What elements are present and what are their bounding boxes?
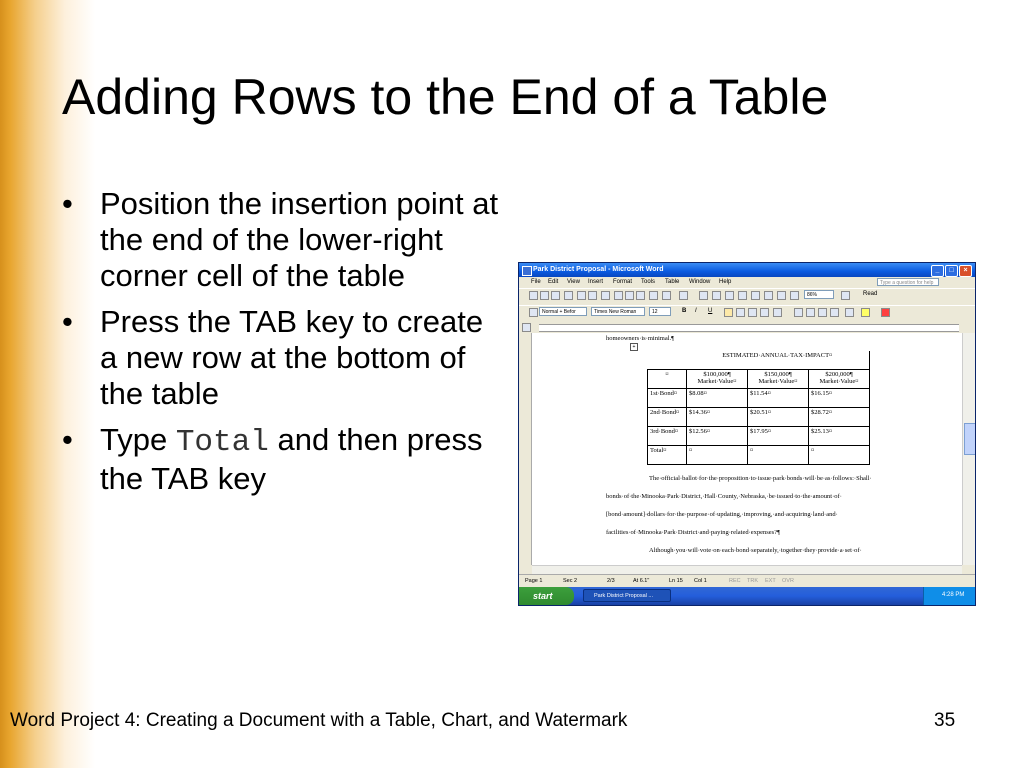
insert-excel-icon[interactable] — [738, 291, 747, 300]
read-button[interactable]: Read — [863, 291, 878, 297]
columns-icon[interactable] — [751, 291, 760, 300]
maximize-button[interactable]: □ — [945, 265, 958, 277]
document-table[interactable] — [647, 351, 870, 465]
help-icon[interactable] — [841, 291, 850, 300]
zoom-select[interactable]: 86% — [804, 290, 834, 299]
table-cell[interactable]: ¤ — [748, 446, 809, 465]
italic-button[interactable]: I — [695, 308, 697, 314]
print-icon[interactable] — [577, 291, 586, 300]
insert-table-icon[interactable] — [725, 291, 734, 300]
save-icon[interactable] — [551, 291, 560, 300]
open-icon[interactable] — [540, 291, 549, 300]
slide-footer: Word Project 4: Creating a Document with a Table, Chart, and Watermark — [10, 710, 628, 731]
tables-borders-icon[interactable] — [712, 291, 721, 300]
undo-icon[interactable] — [662, 291, 671, 300]
table-cell[interactable]: $17.95¤ — [748, 427, 809, 446]
scroll-thumb[interactable] — [964, 423, 976, 455]
permission-icon[interactable] — [564, 291, 573, 300]
table-cell[interactable]: 2nd·Bond¤ — [648, 408, 687, 427]
word-icon — [522, 266, 532, 276]
table-cell[interactable]: $11.54¤ — [748, 389, 809, 408]
table-cell[interactable]: $8.08¤ — [687, 389, 748, 408]
table-row — [648, 427, 870, 446]
table-cell[interactable]: 1st·Bond¤ — [648, 389, 687, 408]
status-column: Col 1 — [694, 578, 707, 584]
table-move-handle-icon[interactable]: + — [630, 343, 638, 351]
table-row — [648, 370, 870, 389]
status-at: At 6.1" — [633, 578, 650, 584]
menu-edit[interactable]: Edit — [548, 279, 559, 285]
line-spacing-icon[interactable] — [773, 308, 782, 317]
redo-icon[interactable] — [679, 291, 688, 300]
menu-format[interactable]: Format — [613, 279, 633, 285]
status-section: Sec 2 — [563, 578, 578, 584]
highlight-icon[interactable] — [861, 308, 870, 317]
taskbar-item[interactable]: Park District Proposal ... — [583, 589, 671, 602]
bullet-text: Press the TAB key to create a new row at the bottom of the table — [100, 304, 484, 411]
menu-file[interactable]: File — [531, 279, 541, 285]
menu-tools[interactable]: Tools — [641, 279, 656, 285]
help-search-input[interactable]: Type a question for help — [877, 278, 939, 286]
table-cell[interactable]: $150,000¶ Market·Value¤ — [748, 370, 809, 389]
table-cell[interactable]: 3rd·Bond¤ — [648, 427, 687, 446]
numbering-icon[interactable] — [794, 308, 803, 317]
table-row — [648, 389, 870, 408]
standard-toolbar — [519, 288, 975, 301]
window-titlebar — [519, 263, 975, 277]
window-title: Park District Proposal - Microsoft Word — [533, 266, 664, 273]
bullets-icon[interactable] — [806, 308, 815, 317]
doc-line: [bond·amount]·dollars·for·the·purpose·of·updating,·improving,·and·acquiring·land·and· — [606, 511, 838, 518]
horizontal-ruler[interactable] — [519, 321, 975, 333]
formatting-toolbar — [519, 305, 975, 318]
table-cell[interactable]: ¤ — [687, 446, 748, 465]
code-text: Total — [175, 425, 269, 460]
paste-icon[interactable] — [636, 291, 645, 300]
table-cell[interactable]: $100,000¶ Market·Value¤ — [687, 370, 748, 389]
hyperlink-icon[interactable] — [699, 291, 708, 300]
table-cell[interactable]: $28.72¤ — [809, 408, 870, 427]
status-page-count: 2/3 — [607, 578, 615, 584]
document-map-icon[interactable] — [777, 291, 786, 300]
new-icon[interactable] — [529, 291, 538, 300]
bullet-text-post: and then press the TAB key — [100, 422, 483, 496]
table-cell[interactable]: Total¤ — [648, 446, 687, 465]
table-title-cell[interactable]: ESTIMATED·ANNUAL·TAX·IMPACT¤ — [648, 351, 870, 370]
menu-view[interactable]: View — [567, 279, 580, 285]
start-button[interactable]: start — [519, 587, 574, 605]
increase-indent-icon[interactable] — [830, 308, 839, 317]
menu-window[interactable]: Window — [689, 279, 711, 285]
border-icon[interactable] — [845, 308, 854, 317]
font-size-select[interactable]: 12 — [649, 307, 671, 316]
doc-line: facilities·of·Minooka·Park·District·and·paying·related·expenses?¶ — [606, 529, 781, 536]
bullet-list — [62, 186, 502, 507]
spelling-icon[interactable] — [601, 291, 610, 300]
ruler-scale — [539, 324, 959, 332]
bullet-item — [62, 422, 502, 497]
status-bar — [519, 574, 975, 587]
minimize-button[interactable]: _ — [931, 265, 944, 277]
copy-icon[interactable] — [625, 291, 634, 300]
system-tray — [923, 587, 976, 605]
table-cell[interactable]: ¤ — [648, 370, 687, 389]
table-row — [648, 408, 870, 427]
status-rec[interactable]: REC — [729, 578, 741, 584]
table-cell[interactable]: $16.15¤ — [809, 389, 870, 408]
print-preview-icon[interactable] — [588, 291, 597, 300]
doc-line: bonds·of·the·Minooka·Park·District,·Hall·County,·Nebraska,·be·issued·to·the·amount·of· — [606, 493, 842, 500]
styles-icon[interactable] — [529, 308, 538, 317]
table-row — [648, 351, 870, 370]
font-select[interactable]: Times New Roman — [591, 307, 645, 316]
bold-button[interactable]: B — [682, 308, 687, 314]
status-page: Page 1 — [525, 578, 543, 584]
style-select[interactable]: Normal + Befor — [539, 307, 587, 316]
tab-selector-icon[interactable] — [522, 323, 531, 332]
bullet-text-pre: Type — [100, 422, 176, 457]
doc-line: Although·you·will·vote·on·each·bond·separately,·together·they·provide·a·set·of· — [649, 547, 862, 554]
bullet-text: Position the insertion point at the end of the lower-right corner cell of the table — [100, 186, 499, 293]
status-line: Ln 15 — [669, 578, 683, 584]
align-left-icon[interactable] — [724, 308, 733, 317]
slide-title: Adding Rows to the End of a Table — [62, 69, 829, 125]
font-color-icon[interactable] — [881, 308, 890, 317]
status-ext[interactable]: EXT — [765, 578, 776, 584]
table-row — [648, 446, 870, 465]
vertical-ruler — [519, 333, 532, 565]
drawing-icon[interactable] — [764, 291, 773, 300]
doc-line: homeowners·is·minimal.¶ — [606, 335, 675, 342]
show-hide-icon[interactable] — [790, 291, 799, 300]
bullet-item — [62, 304, 502, 412]
bullet-item — [62, 186, 502, 294]
table-cell[interactable]: $25.13¤ — [809, 427, 870, 446]
bullet-marker: • — [62, 304, 73, 339]
menu-help[interactable]: Help — [719, 279, 732, 285]
bullet-marker: • — [62, 186, 73, 221]
doc-line: The·official·ballot·for·the·proposition·to·issue·park·bonds·will·be·as·follows:·Shall· — [649, 475, 872, 482]
word-screenshot — [518, 262, 976, 606]
table-cell[interactable]: $12.56¤ — [687, 427, 748, 446]
status-ovr[interactable]: OVR — [782, 578, 794, 584]
format-painter-icon[interactable] — [649, 291, 658, 300]
menu-table[interactable]: Table — [665, 279, 680, 285]
menu-insert[interactable]: Insert — [588, 279, 604, 285]
vertical-scrollbar[interactable] — [962, 333, 976, 565]
align-center-icon[interactable] — [736, 308, 745, 317]
decrease-indent-icon[interactable] — [818, 308, 827, 317]
justify-icon[interactable] — [760, 308, 769, 317]
table-cell[interactable]: $20.51¤ — [748, 408, 809, 427]
close-button[interactable]: × — [959, 265, 972, 277]
document-area[interactable] — [532, 333, 962, 565]
slide-number: 35 — [934, 710, 956, 731]
status-trk[interactable]: TRK — [747, 578, 758, 584]
table-cell[interactable]: ¤ — [809, 446, 870, 465]
align-right-icon[interactable] — [748, 308, 757, 317]
taskbar — [519, 587, 975, 605]
cut-icon[interactable] — [614, 291, 623, 300]
clock: 4:28 PM — [942, 592, 965, 598]
bullet-marker: • — [62, 422, 73, 457]
underline-button[interactable]: U — [708, 308, 713, 314]
table-cell[interactable]: $14.36¤ — [687, 408, 748, 427]
table-cell[interactable]: $200,000¶ Market·Value¤ — [809, 370, 870, 389]
